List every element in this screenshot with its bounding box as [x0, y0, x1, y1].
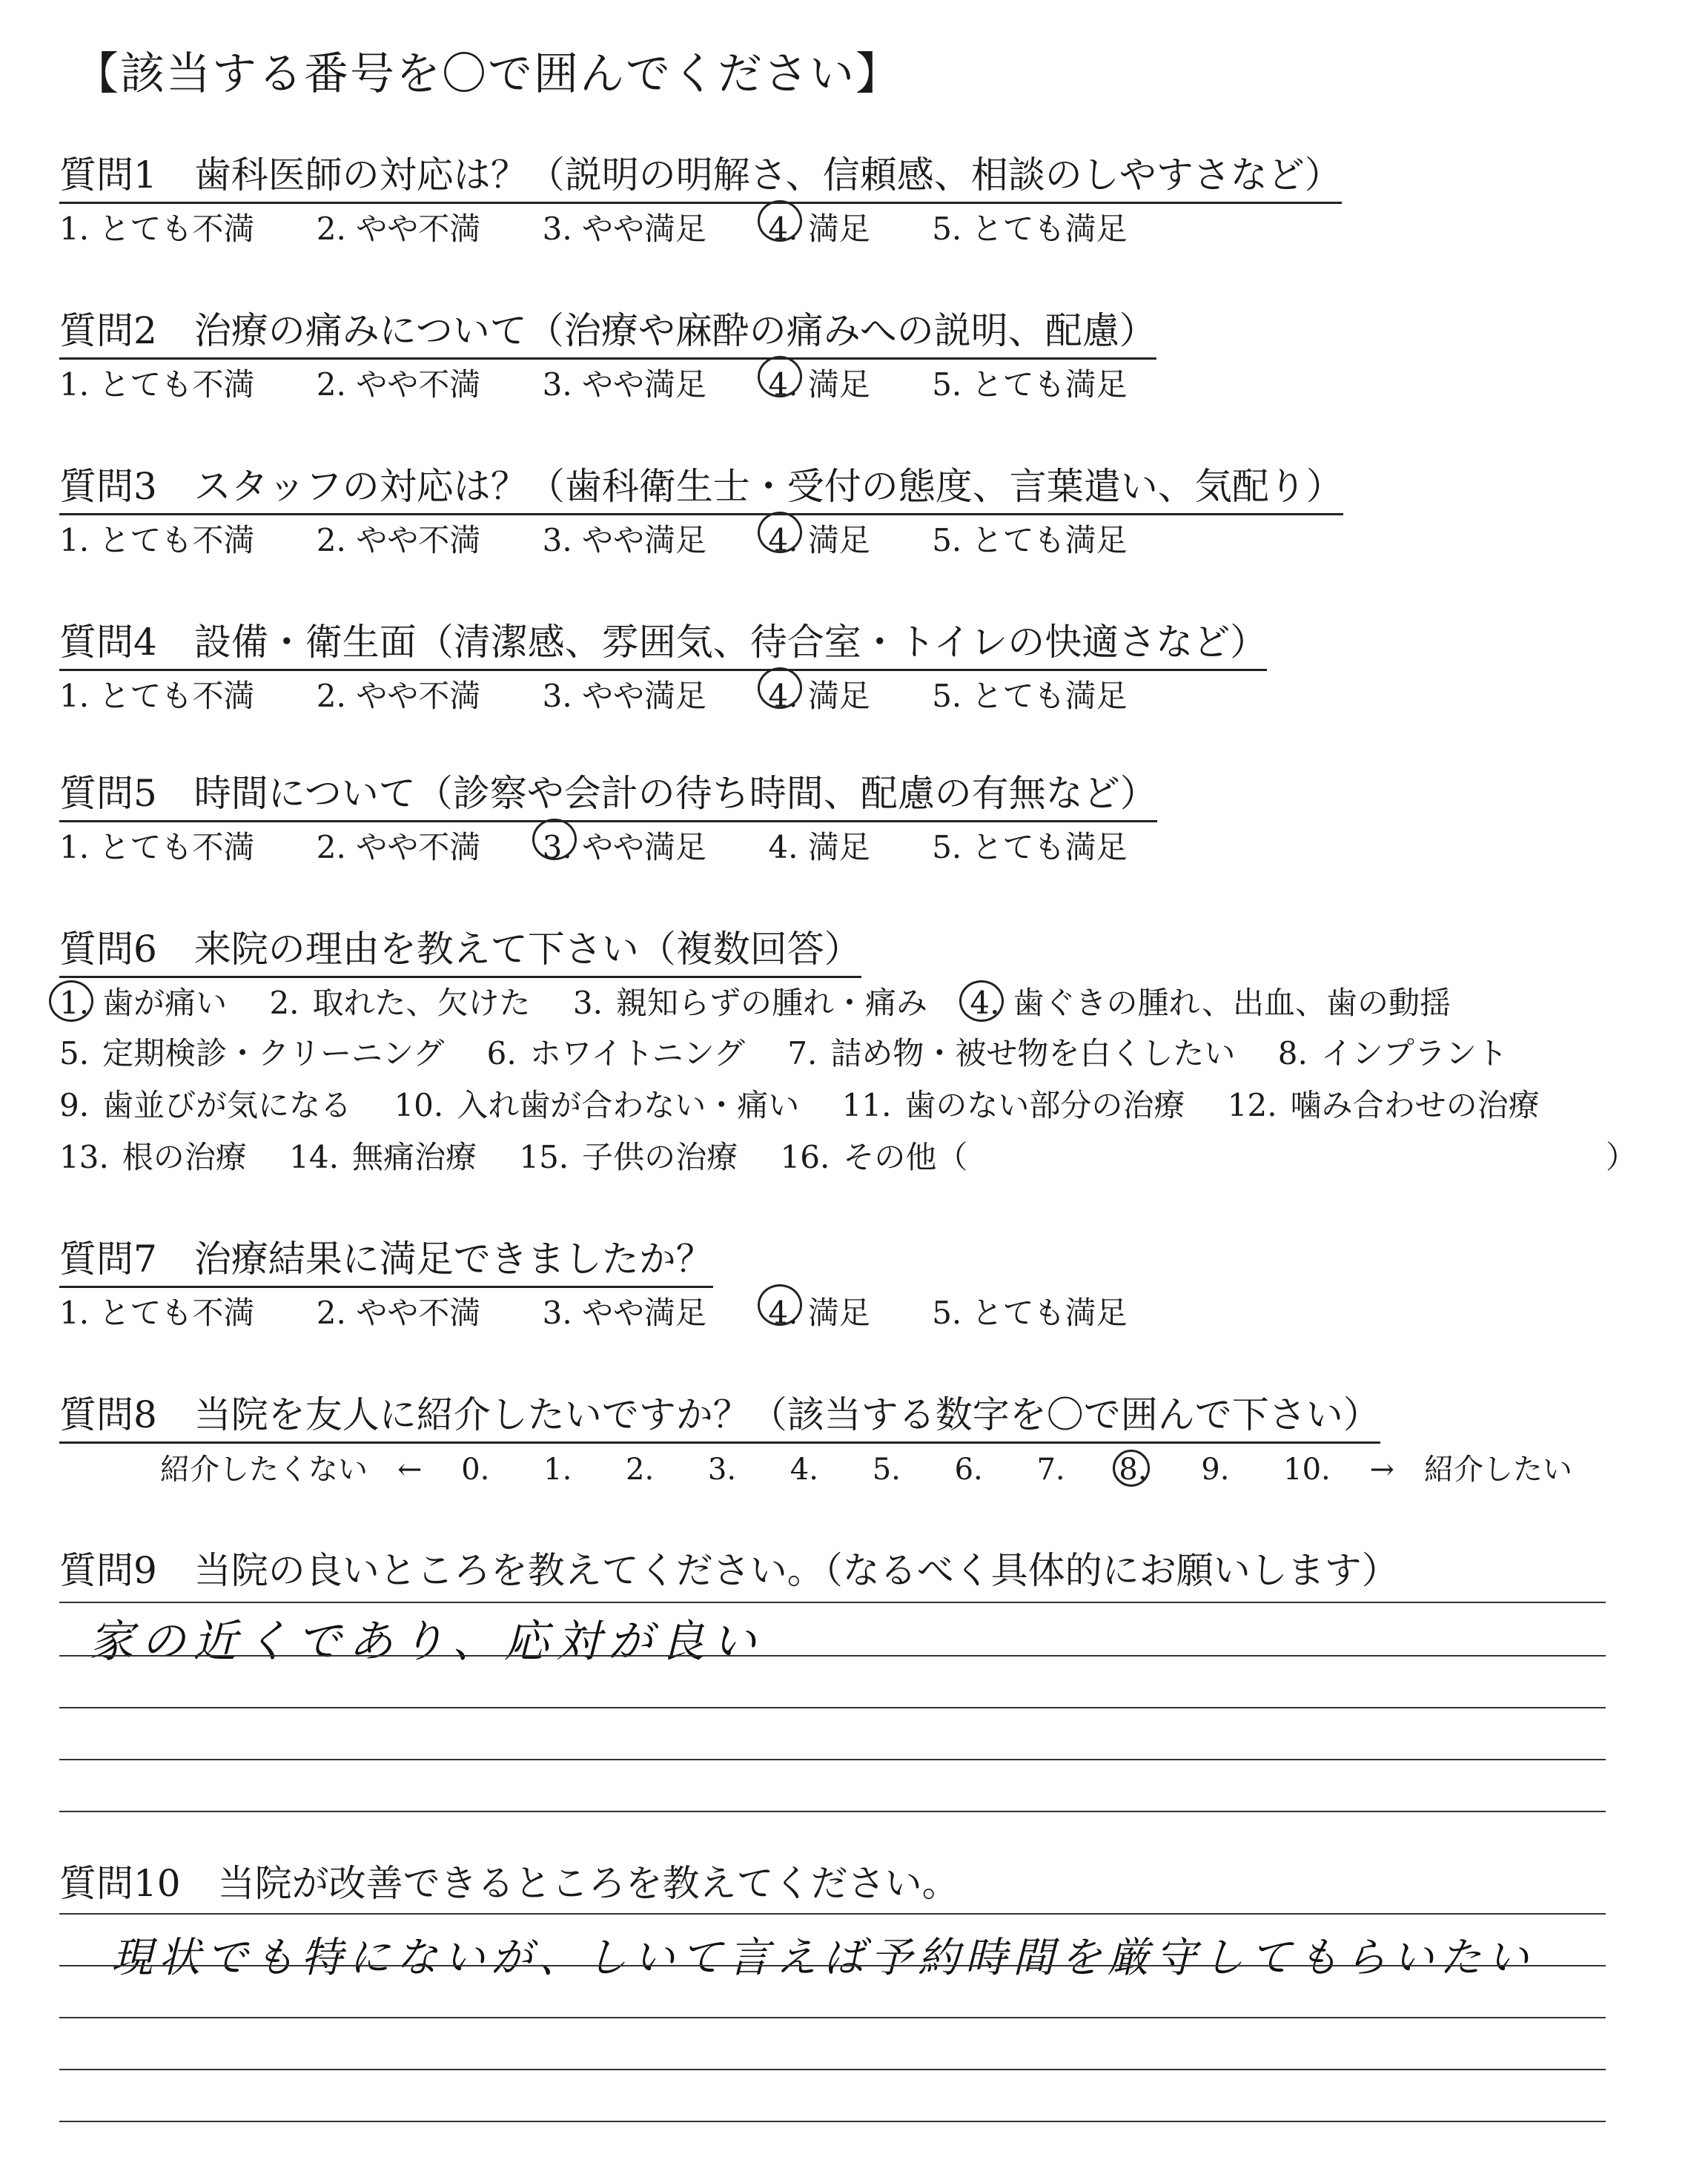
q6-option-11[interactable]: 11. 歯のない部分の治療: [841, 1087, 1185, 1123]
q6-option-9[interactable]: 9. 歯並びが気になる: [59, 1087, 352, 1123]
q3-option-1[interactable]: 1. とても不満: [59, 522, 255, 558]
q4-option-2[interactable]: 2. やや不満: [316, 678, 481, 714]
q8-scale: [160, 1446, 1617, 1488]
selection-circle: [49, 980, 93, 1022]
q2-option-5[interactable]: 5. とても満足: [932, 366, 1128, 403]
q3-option-5[interactable]: 5. とても満足: [932, 522, 1128, 558]
q4-options: [59, 672, 1179, 716]
q1-option-4[interactable]: 4. 満足: [768, 205, 870, 249]
q7-option-1[interactable]: 1. とても不満: [59, 1295, 255, 1331]
q6-option-14[interactable]: 14. 無痛治療: [289, 1139, 477, 1175]
q2-option-2[interactable]: 2. やや不満: [316, 366, 481, 403]
q1-option-5[interactable]: 5. とても満足: [932, 211, 1128, 247]
q7-option-5[interactable]: 5. とても満足: [932, 1295, 1128, 1331]
q3-option-4[interactable]: 4. 満足: [768, 516, 870, 561]
q8-option-5[interactable]: 5.: [872, 1453, 901, 1487]
q7-option-4[interactable]: 4. 満足: [768, 1289, 870, 1333]
selection-circle: [959, 980, 1004, 1022]
answer-line: [59, 1707, 1606, 1708]
q2-option-4[interactable]: 4. 満足: [768, 360, 870, 405]
q8-option-3[interactable]: 3.: [707, 1453, 737, 1487]
q10-answer[interactable]: 現状でも特にないが、しいて言えば予約時間を厳守してもらいたい: [111, 1934, 1535, 1982]
q1-option-2[interactable]: 2. やや不満: [316, 211, 481, 247]
q1-option-3[interactable]: 3. やや満足: [542, 211, 707, 247]
q4-option-5[interactable]: 5. とても満足: [932, 678, 1128, 714]
q3-options: [59, 516, 1179, 561]
q6-option-8[interactable]: 8. インプラント: [1277, 1035, 1508, 1071]
q1-option-1[interactable]: 1. とても不満: [59, 211, 255, 247]
q6-option-16[interactable]: 16. その他（: [780, 1139, 968, 1175]
q9-title: 質問9 当院の良いところを教えてください。（なるべく具体的にお願いします）: [59, 1549, 1399, 1592]
q8-title: 質問8 当院を友人に紹介したいですか？（該当する数字を〇で囲んで下さい）: [59, 1385, 1380, 1444]
q5-title: 質問5 時間について（診察や会計の待ち時間、配慮の有無など）: [59, 764, 1157, 822]
q6-option-4[interactable]: 4. 歯ぐきの腫れ、出血、歯の動揺: [970, 979, 1451, 1023]
q8-option-0[interactable]: 0.: [461, 1453, 490, 1487]
q2-option-3[interactable]: 3. やや満足: [542, 366, 707, 403]
q6-option-13[interactable]: 13. 根の治療: [59, 1139, 247, 1175]
q7-options: [59, 1289, 1179, 1333]
q6-option-7[interactable]: 7. 詰め物・被せ物を白くしたい: [787, 1035, 1236, 1071]
q5-option-1[interactable]: 1. とても不満: [59, 829, 255, 865]
q1-options: [59, 205, 1179, 249]
selection-circle: [758, 200, 802, 242]
q6-row-1: [59, 979, 1483, 1023]
selection-circle: [532, 819, 577, 860]
q10-title: 質問10 当院が改善できるところを教えてください。: [59, 1862, 959, 1905]
q4-title: 質問4 設備・衛生面（清潔感、雰囲気、待合室・トイレの快適さなど）: [59, 612, 1267, 671]
q9-answer[interactable]: 家の近くであり、応対が良い: [89, 1616, 764, 1668]
q4-option-4[interactable]: 4. 満足: [768, 672, 870, 716]
q6-option-5[interactable]: 5. 定期検診・クリーニング: [59, 1035, 445, 1071]
q6-option-12[interactable]: 12. 噛み合わせの治療: [1227, 1087, 1540, 1123]
answer-line: [59, 1913, 1606, 1915]
selection-circle: [758, 1284, 802, 1326]
answer-line: [59, 1655, 1606, 1657]
q3-option-2[interactable]: 2. やや不満: [316, 522, 481, 558]
q6-option-1[interactable]: 1. 歯が痛い: [59, 979, 227, 1023]
q8-option-9[interactable]: 9.: [1201, 1453, 1230, 1487]
q4-option-1[interactable]: 1. とても不満: [59, 678, 255, 714]
q5-option-3[interactable]: 3. やや満足: [543, 823, 706, 868]
q2-option-1[interactable]: 1. とても不満: [59, 366, 255, 403]
q8-option-8[interactable]: 8.: [1119, 1453, 1147, 1487]
q6-row-3: [59, 1081, 1572, 1126]
q7-option-3[interactable]: 3. やや満足: [542, 1295, 707, 1331]
answer-line: [59, 1965, 1606, 1966]
q6-title: 質問6 来院の理由を教えて下さい（複数回答）: [59, 919, 861, 978]
q6-option-6[interactable]: 6. ホワイトニング: [486, 1035, 745, 1071]
answer-line: [59, 1759, 1606, 1760]
answer-line: [59, 2121, 1606, 2122]
selection-circle: [758, 512, 802, 553]
q8-option-6[interactable]: 6.: [954, 1453, 983, 1487]
q6-option-2[interactable]: 2. 取れた、欠けた: [269, 985, 531, 1021]
selection-circle: [758, 356, 802, 397]
q5-options: [59, 823, 1179, 868]
answer-line: [59, 2017, 1606, 2018]
q4-option-3[interactable]: 3. やや満足: [542, 678, 707, 714]
q8-option-1[interactable]: 1.: [543, 1453, 572, 1487]
q6-option-10[interactable]: 10. 入れ歯が合わない・痛い: [394, 1087, 800, 1123]
q8-option-7[interactable]: 7.: [1036, 1453, 1065, 1487]
q6-option-15[interactable]: 15. 子供の治療: [519, 1139, 738, 1175]
page-title: 【該当する番号を〇で囲んでください】: [74, 48, 901, 100]
q2-options: [59, 360, 1179, 405]
q6-row-4: [59, 1133, 1000, 1178]
q8-option-2[interactable]: 2.: [626, 1453, 655, 1487]
answer-line: [59, 2069, 1606, 2070]
q1-title: 質問1 歯科医師の対応は？（説明の明解さ、信頼感、相談のしやすさなど）: [59, 145, 1342, 204]
q3-title: 質問3 スタッフの対応は？（歯科衛生士・受付の態度、言葉遣い、気配り）: [59, 457, 1343, 515]
q6-other-close: ）: [1606, 1139, 1638, 1175]
selection-circle: [758, 667, 802, 709]
q3-option-3[interactable]: 3. やや満足: [542, 522, 707, 558]
q8-left-label: 紹介したくない ←: [160, 1453, 423, 1487]
q5-option-5[interactable]: 5. とても満足: [932, 829, 1128, 865]
answer-line: [59, 1602, 1606, 1603]
q6-row-2: [59, 1029, 1540, 1074]
q5-option-2[interactable]: 2. やや不満: [316, 829, 481, 865]
q8-option-10[interactable]: 10.: [1283, 1453, 1331, 1487]
q5-option-4[interactable]: 4. 満足: [768, 829, 870, 865]
q7-option-2[interactable]: 2. やや不満: [316, 1295, 481, 1331]
q6-option-3[interactable]: 3. 親知らずの腫れ・痛み: [572, 985, 927, 1021]
q2-title: 質問2 治療の痛みについて（治療や麻酔の痛みへの説明、配慮）: [59, 301, 1156, 360]
q8-right-label: → 紹介したい: [1369, 1453, 1572, 1487]
q7-title: 質問7 治療結果に満足できましたか？: [59, 1229, 713, 1288]
q8-option-4[interactable]: 4.: [790, 1453, 818, 1487]
answer-line: [59, 1811, 1606, 1812]
